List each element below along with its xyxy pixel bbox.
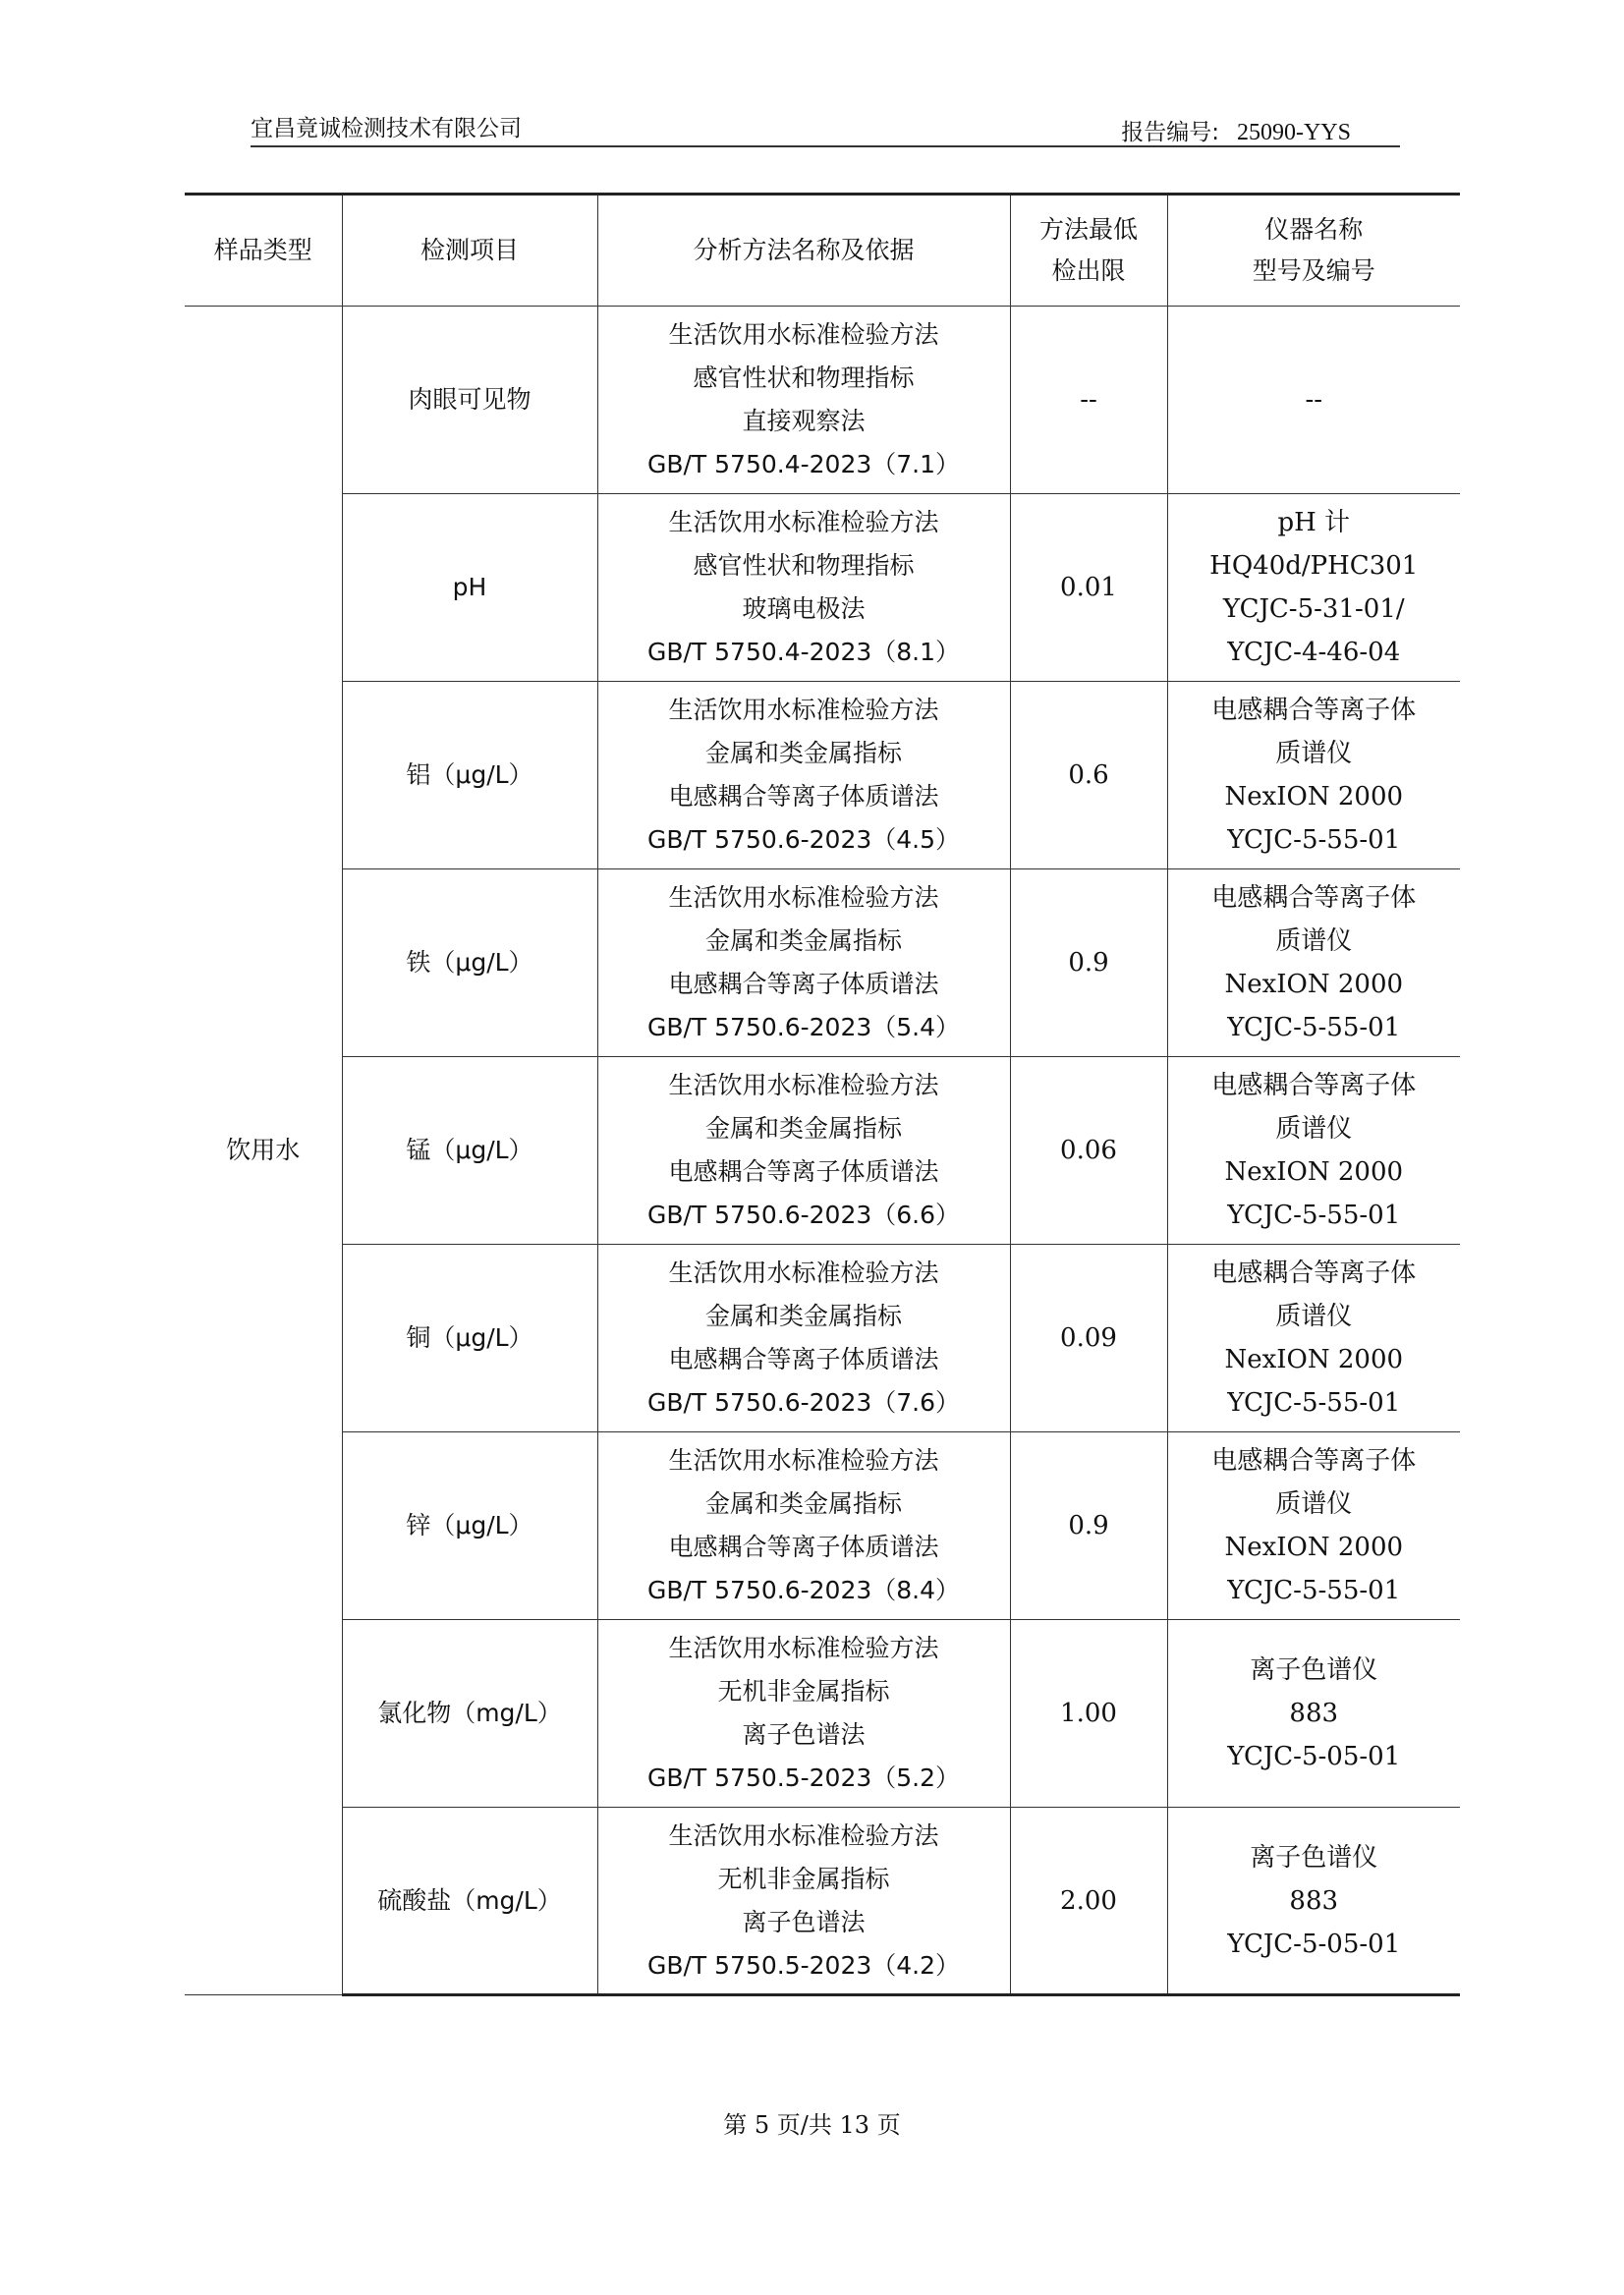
cell-line: NexION 2000 — [1224, 970, 1404, 999]
cell-line: 质谱仪 — [1275, 739, 1353, 768]
test-item-cell: 铜（μg/L） — [342, 1245, 597, 1432]
cell-line: GB/T 5750.6-2023（6.6） — [646, 1201, 961, 1229]
cell-line: NexION 2000 — [1224, 782, 1404, 812]
instrument-cell — [1167, 1245, 1460, 1432]
method-cell — [597, 1808, 1010, 1995]
cell-line: 生活饮用水标准检验方法 — [668, 696, 939, 724]
cell-line: 883 — [1289, 1885, 1339, 1916]
cell-line: pH 计 — [1277, 508, 1351, 537]
cell-line: GB/T 5750.6-2023（4.5） — [646, 825, 961, 854]
cell-line: YCJC-5-55-01 — [1227, 825, 1401, 855]
col-test-item-header — [342, 195, 597, 307]
cell-line: 离子色谱仪 — [1250, 1842, 1378, 1873]
col-method-header — [597, 195, 1010, 307]
test-item-cell: 锌（μg/L） — [342, 1432, 597, 1620]
cell-line: YCJC-5-55-01 — [1227, 1201, 1401, 1230]
cell-line: 金属和类金属指标 — [704, 739, 902, 767]
cell-line: 质谱仪 — [1275, 926, 1353, 956]
method-cell — [597, 494, 1010, 682]
cell-line: YCJC-5-05-01 — [1227, 1929, 1401, 1959]
detection-limit-cell: -- — [1010, 307, 1167, 494]
cell-line: 电感耦合等离子体质谱法 — [668, 1533, 939, 1561]
cell-line: 检测项目 — [420, 236, 519, 264]
page-footer: 第 5 页/共 13 页 — [723, 2111, 901, 2139]
cell-line: 质谱仪 — [1275, 1489, 1353, 1519]
cell-line: NexION 2000 — [1224, 1345, 1404, 1374]
cell-line: 电感耦合等离子体 — [1211, 1259, 1417, 1288]
test-item-cell: 肉眼可见物 — [342, 307, 597, 494]
cell-line: 生活饮用水标准检验方法 — [668, 508, 939, 536]
table-row — [185, 1245, 1460, 1432]
cell-line: 方法最低 — [1038, 215, 1138, 244]
cell-line: 离子色谱法 — [742, 1907, 866, 1936]
detection-limit-cell: 0.09 — [1010, 1245, 1167, 1432]
detection-limit-cell: 0.9 — [1010, 869, 1167, 1057]
table-row — [185, 869, 1460, 1057]
table-row — [185, 1620, 1460, 1808]
cell-line: 生活饮用水标准检验方法 — [668, 883, 939, 912]
method-cell — [597, 1245, 1010, 1432]
cell-line: 电感耦合等离子体 — [1211, 1446, 1417, 1476]
cell-line: 生活饮用水标准检验方法 — [668, 320, 939, 349]
cell-line: 电感耦合等离子体质谱法 — [668, 782, 939, 811]
cell-line: -- — [1305, 385, 1323, 415]
instrument-cell — [1167, 307, 1460, 494]
detection-limit-cell: 2.00 — [1010, 1808, 1167, 1995]
table-row — [185, 307, 1460, 494]
cell-line: NexION 2000 — [1224, 1157, 1404, 1187]
col-sample-type-header — [185, 195, 342, 307]
cell-line: YCJC-4-46-04 — [1227, 638, 1401, 667]
col-detection-limit-header — [1010, 195, 1167, 307]
method-cell — [597, 682, 1010, 869]
test-item-cell: 铁（μg/L） — [342, 869, 597, 1057]
method-cell — [597, 1620, 1010, 1808]
cell-line: 生活饮用水标准检验方法 — [668, 1259, 939, 1287]
cell-line: 离子色谱仪 — [1250, 1655, 1378, 1685]
cell-line: 生活饮用水标准检验方法 — [668, 1820, 939, 1850]
detection-limit-cell: 0.06 — [1010, 1057, 1167, 1245]
cell-line: 883 — [1289, 1699, 1339, 1728]
cell-line: HQ40d/PHC301 — [1209, 551, 1419, 581]
method-cell — [597, 307, 1010, 494]
cell-line: 无机非金属指标 — [717, 1864, 890, 1893]
table-row — [185, 682, 1460, 869]
detection-limit-cell: 0.6 — [1010, 682, 1167, 869]
cell-line: 金属和类金属指标 — [704, 1302, 902, 1330]
cell-line: YCJC-5-31-01/ — [1222, 594, 1405, 624]
col-instrument-header — [1167, 195, 1460, 307]
cell-line: 金属和类金属指标 — [704, 1114, 902, 1143]
instrument-cell — [1167, 869, 1460, 1057]
page-header — [251, 108, 1400, 147]
table-row — [185, 1432, 1460, 1620]
cell-line: 离子色谱法 — [742, 1720, 866, 1749]
method-cell — [597, 1432, 1010, 1620]
cell-line: GB/T 5750.6-2023（5.4） — [646, 1013, 961, 1041]
detection-limit-cell: 0.01 — [1010, 494, 1167, 682]
table-row — [185, 1808, 1460, 1995]
cell-line: 感官性状和物理指标 — [693, 364, 915, 392]
detection-limit-cell: 1.00 — [1010, 1620, 1167, 1808]
cell-line: 型号及编号 — [1252, 256, 1375, 285]
cell-line: GB/T 5750.6-2023（8.4） — [646, 1576, 961, 1604]
cell-line: 直接观察法 — [742, 407, 866, 435]
test-item-cell: 硫酸盐（mg/L） — [342, 1808, 597, 1995]
test-item-cell: 锰（μg/L） — [342, 1057, 597, 1245]
cell-line: 样品类型 — [213, 236, 312, 264]
cell-line: 感官性状和物理指标 — [693, 551, 915, 580]
cell-line: 仪器名称 — [1264, 215, 1364, 244]
table-row — [185, 1057, 1460, 1245]
cell-line: YCJC-5-55-01 — [1227, 1576, 1401, 1605]
cell-line: 电感耦合等离子体 — [1211, 883, 1417, 913]
cell-line: YCJC-5-55-01 — [1227, 1013, 1401, 1042]
cell-line: 电感耦合等离子体质谱法 — [668, 1157, 939, 1186]
cell-line: GB/T 5750.4-2023（7.1） — [646, 450, 961, 478]
cell-line: GB/T 5750.6-2023（7.6） — [646, 1388, 961, 1417]
cell-line: 分析方法名称及依据 — [693, 236, 915, 264]
cell-line: YCJC-5-55-01 — [1227, 1388, 1401, 1418]
cell-line: 质谱仪 — [1275, 1302, 1353, 1331]
test-item-cell: 氯化物（mg/L） — [342, 1620, 597, 1808]
instrument-cell — [1167, 1808, 1460, 1995]
cell-line: GB/T 5750.4-2023（8.1） — [646, 638, 961, 666]
cell-line: YCJC-5-05-01 — [1227, 1742, 1401, 1771]
test-item-cell: 铝（μg/L） — [342, 682, 597, 869]
cell-line: GB/T 5750.5-2023（4.2） — [646, 1950, 961, 1980]
table-body — [185, 307, 1460, 1995]
report-number-value: 25090-YYS — [1236, 120, 1351, 145]
detection-limit-cell: 0.9 — [1010, 1432, 1167, 1620]
cell-line: 电感耦合等离子体 — [1211, 1071, 1417, 1100]
cell-line: 电感耦合等离子体质谱法 — [668, 1345, 939, 1373]
cell-line: 玻璃电极法 — [742, 594, 866, 623]
sample-type-cell: 饮用水 — [185, 307, 342, 1995]
cell-line: 生活饮用水标准检验方法 — [668, 1634, 939, 1662]
cell-line: 质谱仪 — [1275, 1114, 1353, 1144]
report-number-label: 报告编号: — [1121, 120, 1219, 145]
instrument-cell — [1167, 1432, 1460, 1620]
cell-line: 金属和类金属指标 — [704, 926, 902, 955]
cell-line: 电感耦合等离子体质谱法 — [668, 970, 939, 998]
test-item-cell: pH — [342, 494, 597, 682]
instrument-cell — [1167, 682, 1460, 869]
cell-line: 电感耦合等离子体 — [1211, 696, 1417, 725]
table-row — [185, 494, 1460, 682]
cell-line: GB/T 5750.5-2023（5.2） — [646, 1763, 961, 1792]
method-cell — [597, 1057, 1010, 1245]
method-cell — [597, 869, 1010, 1057]
instrument-cell — [1167, 1620, 1460, 1808]
report-number — [1121, 114, 1351, 146]
instrument-cell — [1167, 1057, 1460, 1245]
cell-line: 生活饮用水标准检验方法 — [668, 1446, 939, 1475]
cell-line: 金属和类金属指标 — [704, 1489, 902, 1518]
cell-line: 生活饮用水标准检验方法 — [668, 1071, 939, 1099]
test-method-table — [185, 193, 1460, 1996]
cell-line: NexION 2000 — [1224, 1533, 1404, 1562]
instrument-cell — [1167, 494, 1460, 682]
table-header-row — [185, 195, 1460, 307]
cell-line: 无机非金属指标 — [717, 1677, 890, 1706]
company-name: 宜昌竟诚检测技术有限公司 — [251, 116, 522, 141]
cell-line: 检出限 — [1051, 256, 1126, 285]
